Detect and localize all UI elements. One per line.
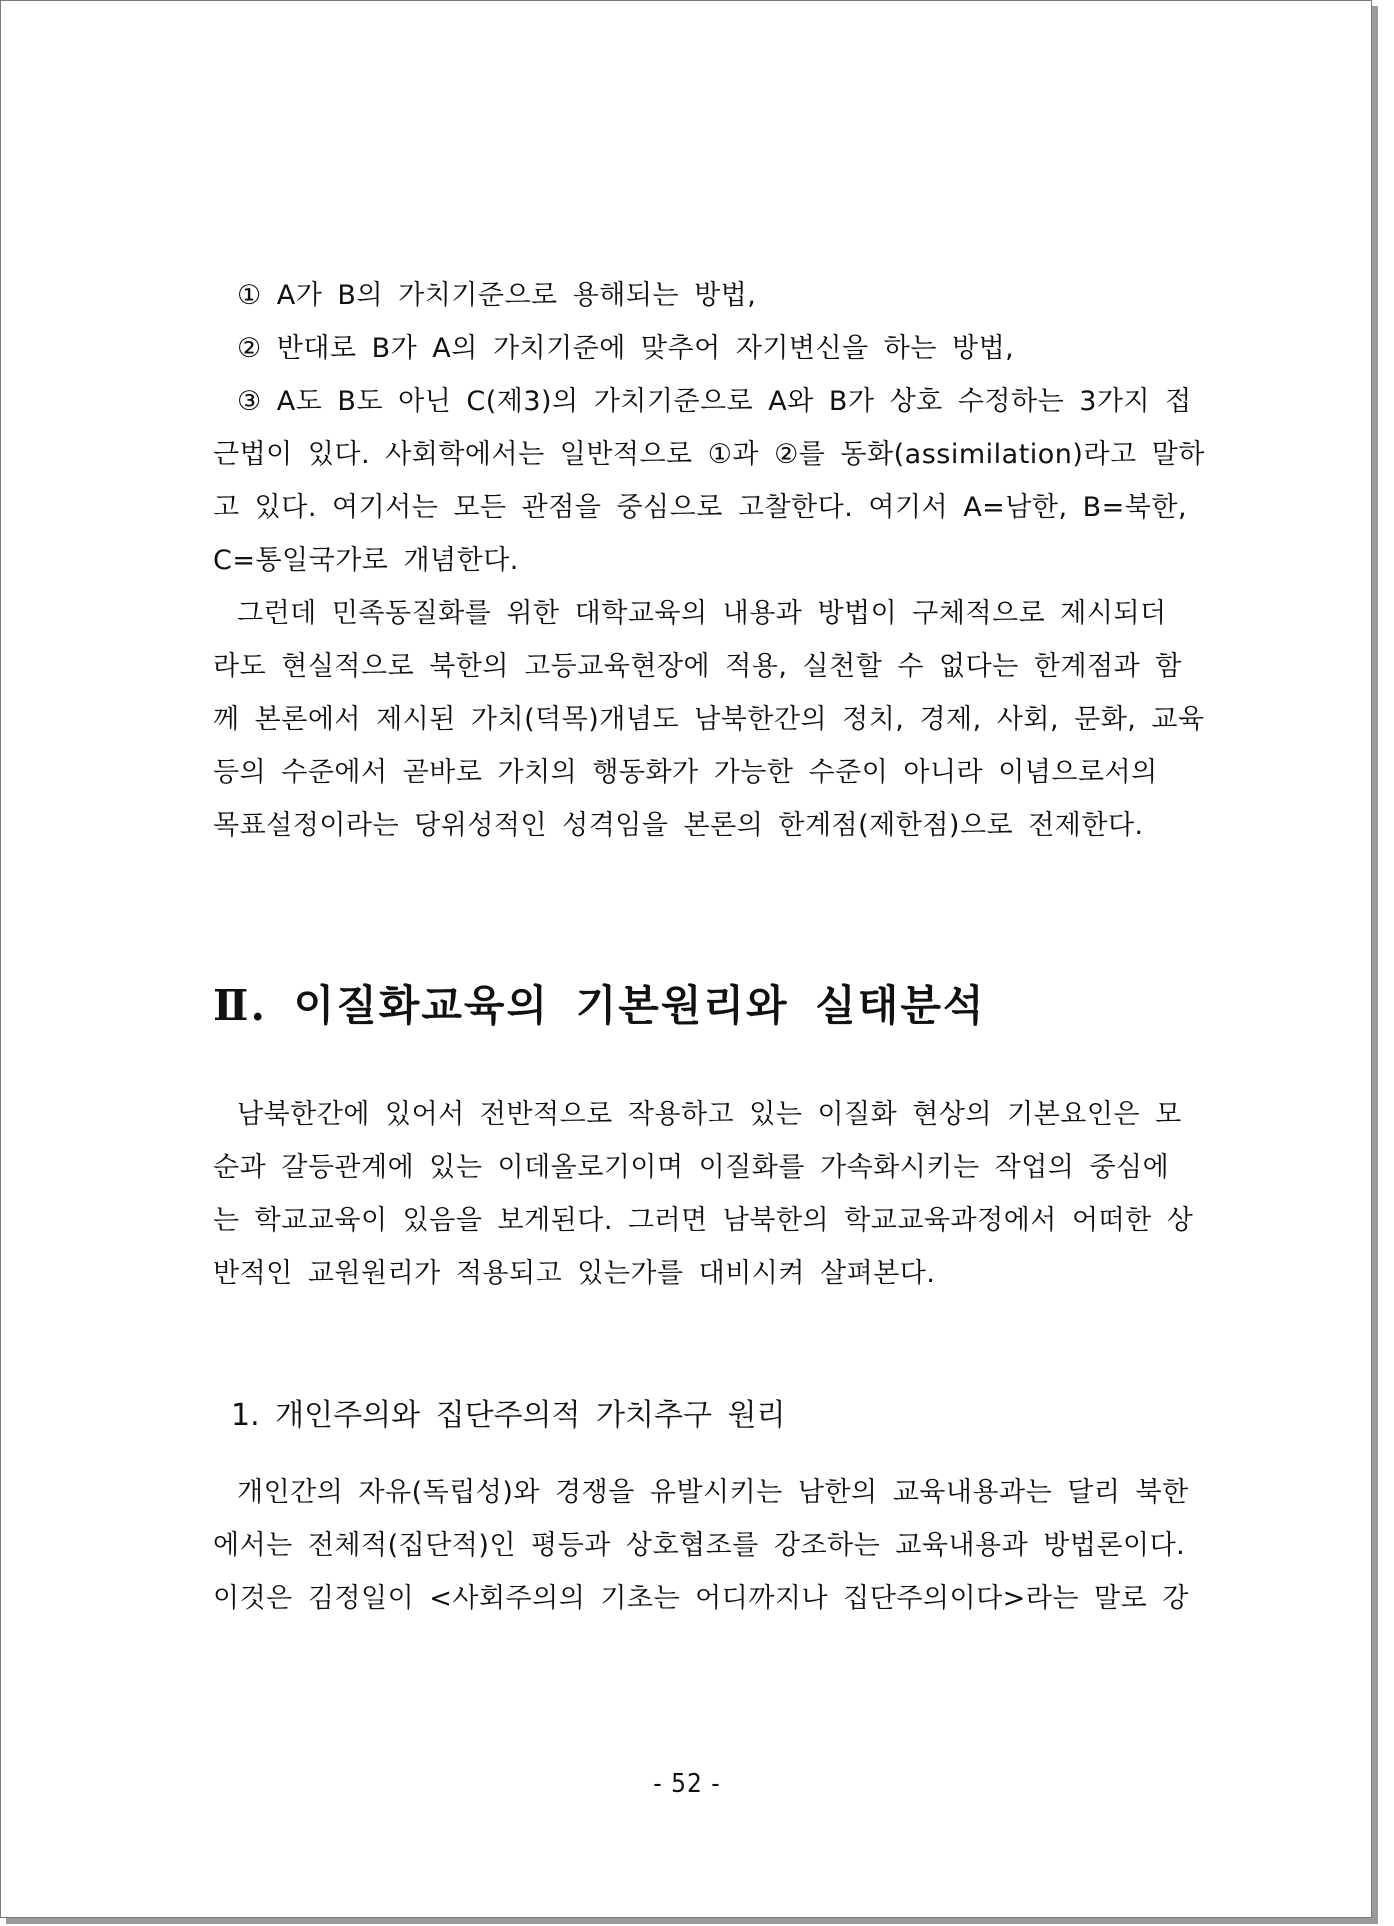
text-line: 그런데 민족동질화를 위한 대학교육의 내용과 방법이 구체적으로 제시되더: [237, 598, 1167, 629]
text-line: 근법이 있다. 사회학에서는 일반적으로 ①과 ②를 동화(assimilation)라고 말하: [213, 439, 1205, 470]
text-line: ① A가 B의 가치기준으로 용해되는 방법,: [237, 280, 757, 311]
text-line: 남북한간에 있어서 전반적으로 작용하고 있는 이질화 현상의 기본요인은 모: [237, 1099, 1182, 1130]
text-line: 목표설정이라는 당위성적인 성격임을 본론의 한계점(제한점)으로 전제한다.: [213, 810, 1144, 841]
text-line: 이것은 김정일이 <사회주의의 기초는 어디까지나 집단주의이다>라는 말로 강: [213, 1583, 1189, 1614]
text-line: C=통일국가로 개념한다.: [213, 545, 519, 576]
intro-text-block: [213, 269, 1203, 852]
page-number: - 52 -: [653, 1769, 721, 1799]
page-shadow-right: [1372, 6, 1378, 1924]
section-text-block: [213, 1088, 1203, 1300]
text-line: 개인간의 자유(독립성)와 경쟁을 유발시키는 남한의 교육내용과는 달리 북한: [237, 1477, 1189, 1508]
text-line: 께 본론에서 제시된 가치(덕목)개념도 남북한간의 정치, 경제, 사회, 문화, 교육: [213, 704, 1205, 735]
subsection-text-block: [213, 1466, 1203, 1625]
text-line: 에서는 전체적(집단적)인 평등과 상호협조를 강조하는 교육내용과 방법론이다.: [213, 1530, 1186, 1561]
subsection-heading: 1. 개인주의와 집단주의적 가치추구 원리: [231, 1398, 786, 1433]
text-line: 반적인 교원원리가 적용되고 있는가를 대비시켜 살펴본다.: [213, 1258, 936, 1289]
text-line: 순과 갈등관계에 있는 이데올로기이며 이질화를 가속화시키는 작업의 중심에: [213, 1152, 1170, 1183]
text-line: ② 반대로 B가 A의 가치기준에 맞추어 자기변신을 하는 방법,: [237, 333, 1015, 364]
section-heading: Ⅱ. 이질화교육의 기본원리와 실태분석: [213, 981, 986, 1030]
text-line: ③ A도 B도 아닌 C(제3)의 가치기준으로 A와 B가 상호 수정하는 3가지 접: [237, 386, 1192, 417]
text-line: 등의 수준에서 곧바로 가치의 행동화가 가능한 수준이 아니라 이념으로서의: [213, 757, 1158, 788]
text-line: 는 학교교육이 있음을 보게된다. 그러면 남북한의 학교교육과정에서 어떠한 상: [213, 1205, 1194, 1236]
text-line: 고 있다. 여기서는 모든 관점을 중심으로 고찰한다. 여기서 A=남한, B=북한,: [213, 492, 1188, 523]
text-line: 라도 현실적으로 북한의 고등교육현장에 적용, 실천할 수 없다는 한계점과 함: [213, 651, 1182, 682]
page-shadow-bottom: [6, 1918, 1378, 1924]
